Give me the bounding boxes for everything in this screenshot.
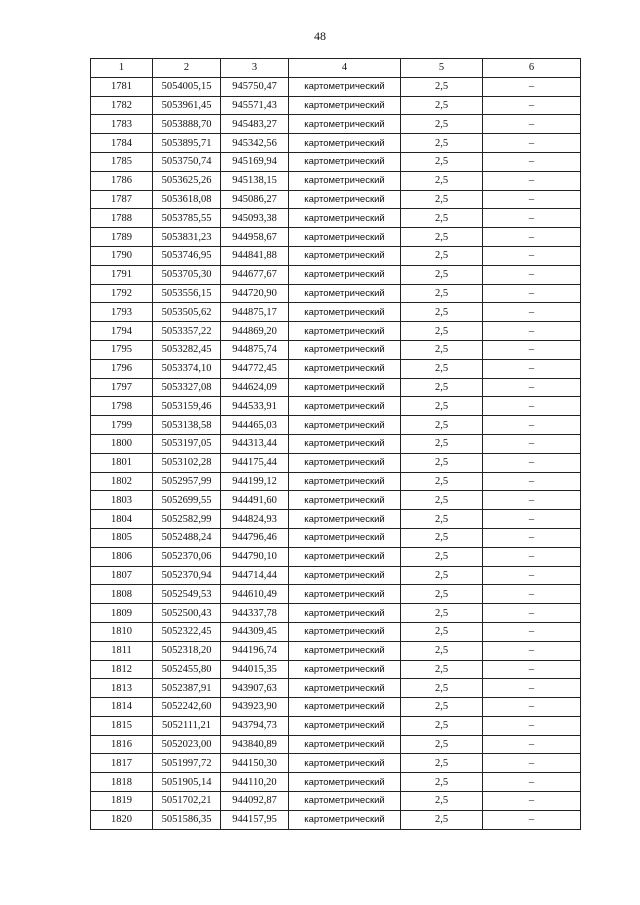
accuracy-cell: 2,5 xyxy=(401,322,483,341)
table-row xyxy=(91,698,581,717)
table-row xyxy=(91,754,581,773)
y-coordinate-cell: 944157,95 xyxy=(221,810,289,829)
method-cell: картометрический xyxy=(289,792,401,811)
x-coordinate-cell: 5053750,74 xyxy=(153,152,221,171)
y-coordinate-cell: 945138,15 xyxy=(221,171,289,190)
note-cell: – xyxy=(483,322,581,341)
method-cell: картометрический xyxy=(289,735,401,754)
y-coordinate-cell: 944092,87 xyxy=(221,792,289,811)
method-cell: картометрический xyxy=(289,754,401,773)
accuracy-cell: 2,5 xyxy=(401,134,483,153)
column-header-2: 2 xyxy=(153,59,221,78)
method-cell: картометрический xyxy=(289,491,401,510)
accuracy-cell: 2,5 xyxy=(401,679,483,698)
x-coordinate-cell: 5052582,99 xyxy=(153,510,221,529)
note-cell: – xyxy=(483,679,581,698)
note-cell: – xyxy=(483,792,581,811)
point-number-cell: 1790 xyxy=(91,246,153,265)
column-header-5: 5 xyxy=(401,59,483,78)
point-number-cell: 1798 xyxy=(91,397,153,416)
note-cell: – xyxy=(483,171,581,190)
column-header-3: 3 xyxy=(221,59,289,78)
note-cell: – xyxy=(483,209,581,228)
x-coordinate-cell: 5052023,00 xyxy=(153,735,221,754)
method-cell: картометрический xyxy=(289,641,401,660)
method-cell: картометрический xyxy=(289,528,401,547)
note-cell: – xyxy=(483,735,581,754)
y-coordinate-cell: 945483,27 xyxy=(221,115,289,134)
accuracy-cell: 2,5 xyxy=(401,171,483,190)
coordinates-table xyxy=(90,58,581,830)
y-coordinate-cell: 944772,45 xyxy=(221,359,289,378)
x-coordinate-cell: 5053327,08 xyxy=(153,378,221,397)
accuracy-cell: 2,5 xyxy=(401,246,483,265)
x-coordinate-cell: 5053618,08 xyxy=(153,190,221,209)
x-coordinate-cell: 5052111,21 xyxy=(153,716,221,735)
table-row xyxy=(91,585,581,604)
x-coordinate-cell: 5052488,24 xyxy=(153,528,221,547)
method-cell: картометрический xyxy=(289,698,401,717)
y-coordinate-cell: 944175,44 xyxy=(221,453,289,472)
note-cell: – xyxy=(483,472,581,491)
column-header-4: 4 xyxy=(289,59,401,78)
method-cell: картометрический xyxy=(289,340,401,359)
point-number-cell: 1812 xyxy=(91,660,153,679)
note-cell: – xyxy=(483,810,581,829)
table-row xyxy=(91,679,581,698)
y-coordinate-cell: 944015,35 xyxy=(221,660,289,679)
table-row xyxy=(91,660,581,679)
method-cell: картометрический xyxy=(289,246,401,265)
point-number-cell: 1802 xyxy=(91,472,153,491)
y-coordinate-cell: 944677,67 xyxy=(221,265,289,284)
method-cell: картометрический xyxy=(289,209,401,228)
y-coordinate-cell: 944309,45 xyxy=(221,622,289,641)
accuracy-cell: 2,5 xyxy=(401,510,483,529)
point-number-cell: 1788 xyxy=(91,209,153,228)
y-coordinate-cell: 944796,46 xyxy=(221,528,289,547)
x-coordinate-cell: 5053625,26 xyxy=(153,171,221,190)
accuracy-cell: 2,5 xyxy=(401,416,483,435)
table-row xyxy=(91,792,581,811)
x-coordinate-cell: 5052318,20 xyxy=(153,641,221,660)
accuracy-cell: 2,5 xyxy=(401,359,483,378)
x-coordinate-cell: 5052370,94 xyxy=(153,566,221,585)
y-coordinate-cell: 943923,90 xyxy=(221,698,289,717)
x-coordinate-cell: 5051586,35 xyxy=(153,810,221,829)
y-coordinate-cell: 944875,17 xyxy=(221,303,289,322)
accuracy-cell: 2,5 xyxy=(401,792,483,811)
x-coordinate-cell: 5053888,70 xyxy=(153,115,221,134)
point-number-cell: 1813 xyxy=(91,679,153,698)
table-row xyxy=(91,284,581,303)
note-cell: – xyxy=(483,773,581,792)
y-coordinate-cell: 945093,38 xyxy=(221,209,289,228)
table-row xyxy=(91,265,581,284)
note-cell: – xyxy=(483,77,581,96)
table-row xyxy=(91,453,581,472)
table-header xyxy=(91,59,581,78)
x-coordinate-cell: 5053282,45 xyxy=(153,340,221,359)
table-row xyxy=(91,152,581,171)
note-cell: – xyxy=(483,698,581,717)
point-number-cell: 1817 xyxy=(91,754,153,773)
y-coordinate-cell: 943907,63 xyxy=(221,679,289,698)
accuracy-cell: 2,5 xyxy=(401,303,483,322)
x-coordinate-cell: 5053505,62 xyxy=(153,303,221,322)
y-coordinate-cell: 944196,74 xyxy=(221,641,289,660)
y-coordinate-cell: 944199,12 xyxy=(221,472,289,491)
table-row xyxy=(91,416,581,435)
note-cell: – xyxy=(483,265,581,284)
y-coordinate-cell: 944841,88 xyxy=(221,246,289,265)
accuracy-cell: 2,5 xyxy=(401,397,483,416)
x-coordinate-cell: 5052957,99 xyxy=(153,472,221,491)
x-coordinate-cell: 5051905,14 xyxy=(153,773,221,792)
method-cell: картометрический xyxy=(289,810,401,829)
table-row xyxy=(91,528,581,547)
page-number: 48 xyxy=(314,29,326,43)
table-row xyxy=(91,246,581,265)
x-coordinate-cell: 5054005,15 xyxy=(153,77,221,96)
x-coordinate-cell: 5053705,30 xyxy=(153,265,221,284)
x-coordinate-cell: 5052455,80 xyxy=(153,660,221,679)
point-number-cell: 1793 xyxy=(91,303,153,322)
y-coordinate-cell: 945169,94 xyxy=(221,152,289,171)
method-cell: картометрический xyxy=(289,359,401,378)
x-coordinate-cell: 5053785,55 xyxy=(153,209,221,228)
table-row xyxy=(91,96,581,115)
x-coordinate-cell: 5053102,28 xyxy=(153,453,221,472)
table-row xyxy=(91,622,581,641)
note-cell: – xyxy=(483,303,581,322)
x-coordinate-cell: 5052699,55 xyxy=(153,491,221,510)
accuracy-cell: 2,5 xyxy=(401,434,483,453)
accuracy-cell: 2,5 xyxy=(401,378,483,397)
accuracy-cell: 2,5 xyxy=(401,77,483,96)
point-number-cell: 1789 xyxy=(91,228,153,247)
point-number-cell: 1814 xyxy=(91,698,153,717)
point-number-cell: 1803 xyxy=(91,491,153,510)
note-cell: – xyxy=(483,453,581,472)
accuracy-cell: 2,5 xyxy=(401,453,483,472)
accuracy-cell: 2,5 xyxy=(401,340,483,359)
column-header-1: 1 xyxy=(91,59,153,78)
method-cell: картометрический xyxy=(289,472,401,491)
point-number-cell: 1815 xyxy=(91,716,153,735)
note-cell: – xyxy=(483,566,581,585)
accuracy-cell: 2,5 xyxy=(401,491,483,510)
method-cell: картометрический xyxy=(289,96,401,115)
table-row xyxy=(91,397,581,416)
note-cell: – xyxy=(483,585,581,604)
accuracy-cell: 2,5 xyxy=(401,585,483,604)
table-row xyxy=(91,735,581,754)
table-row xyxy=(91,77,581,96)
table-row xyxy=(91,491,581,510)
x-coordinate-cell: 5052387,91 xyxy=(153,679,221,698)
y-coordinate-cell: 945750,47 xyxy=(221,77,289,96)
table-row xyxy=(91,641,581,660)
note-cell: – xyxy=(483,604,581,623)
note-cell: – xyxy=(483,397,581,416)
y-coordinate-cell: 943840,89 xyxy=(221,735,289,754)
y-coordinate-cell: 944958,67 xyxy=(221,228,289,247)
y-coordinate-cell: 944337,78 xyxy=(221,604,289,623)
method-cell: картометрический xyxy=(289,171,401,190)
table-row xyxy=(91,209,581,228)
method-cell: картометрический xyxy=(289,77,401,96)
x-coordinate-cell: 5052500,43 xyxy=(153,604,221,623)
method-cell: картометрический xyxy=(289,679,401,698)
point-number-cell: 1801 xyxy=(91,453,153,472)
method-cell: картометрический xyxy=(289,547,401,566)
accuracy-cell: 2,5 xyxy=(401,773,483,792)
accuracy-cell: 2,5 xyxy=(401,735,483,754)
x-coordinate-cell: 5053138,58 xyxy=(153,416,221,435)
x-coordinate-cell: 5053374,10 xyxy=(153,359,221,378)
x-coordinate-cell: 5053961,45 xyxy=(153,96,221,115)
method-cell: картометрический xyxy=(289,284,401,303)
method-cell: картометрический xyxy=(289,716,401,735)
accuracy-cell: 2,5 xyxy=(401,604,483,623)
accuracy-cell: 2,5 xyxy=(401,190,483,209)
y-coordinate-cell: 944875,74 xyxy=(221,340,289,359)
method-cell: картометрический xyxy=(289,604,401,623)
point-number-cell: 1782 xyxy=(91,96,153,115)
method-cell: картометрический xyxy=(289,773,401,792)
table-row xyxy=(91,190,581,209)
accuracy-cell: 2,5 xyxy=(401,660,483,679)
x-coordinate-cell: 5051702,21 xyxy=(153,792,221,811)
method-cell: картометрический xyxy=(289,453,401,472)
x-coordinate-cell: 5053746,95 xyxy=(153,246,221,265)
method-cell: картометрический xyxy=(289,134,401,153)
x-coordinate-cell: 5052242,60 xyxy=(153,698,221,717)
accuracy-cell: 2,5 xyxy=(401,698,483,717)
note-cell: – xyxy=(483,284,581,303)
x-coordinate-cell: 5053556,15 xyxy=(153,284,221,303)
point-number-cell: 1804 xyxy=(91,510,153,529)
note-cell: – xyxy=(483,660,581,679)
table-row xyxy=(91,547,581,566)
y-coordinate-cell: 944491,60 xyxy=(221,491,289,510)
column-header-6: 6 xyxy=(483,59,581,78)
y-coordinate-cell: 944610,49 xyxy=(221,585,289,604)
method-cell: картометрический xyxy=(289,510,401,529)
table-row xyxy=(91,434,581,453)
table-row xyxy=(91,773,581,792)
method-cell: картометрический xyxy=(289,115,401,134)
table-row xyxy=(91,604,581,623)
accuracy-cell: 2,5 xyxy=(401,641,483,660)
table-row xyxy=(91,378,581,397)
table-body xyxy=(91,77,581,829)
point-number-cell: 1816 xyxy=(91,735,153,754)
x-coordinate-cell: 5053159,46 xyxy=(153,397,221,416)
x-coordinate-cell: 5053197,05 xyxy=(153,434,221,453)
note-cell: – xyxy=(483,190,581,209)
y-coordinate-cell: 944720,90 xyxy=(221,284,289,303)
y-coordinate-cell: 944714,44 xyxy=(221,566,289,585)
table-row xyxy=(91,472,581,491)
table-row xyxy=(91,303,581,322)
note-cell: – xyxy=(483,434,581,453)
y-coordinate-cell: 944533,91 xyxy=(221,397,289,416)
point-number-cell: 1805 xyxy=(91,528,153,547)
point-number-cell: 1800 xyxy=(91,434,153,453)
note-cell: – xyxy=(483,547,581,566)
note-cell: – xyxy=(483,491,581,510)
note-cell: – xyxy=(483,246,581,265)
note-cell: – xyxy=(483,528,581,547)
point-number-cell: 1807 xyxy=(91,566,153,585)
accuracy-cell: 2,5 xyxy=(401,152,483,171)
header-row xyxy=(91,59,581,78)
point-number-cell: 1809 xyxy=(91,604,153,623)
note-cell: – xyxy=(483,416,581,435)
x-coordinate-cell: 5053895,71 xyxy=(153,134,221,153)
accuracy-cell: 2,5 xyxy=(401,115,483,134)
point-number-cell: 1818 xyxy=(91,773,153,792)
y-coordinate-cell: 945342,56 xyxy=(221,134,289,153)
method-cell: картометрический xyxy=(289,416,401,435)
method-cell: картометрический xyxy=(289,228,401,247)
method-cell: картометрический xyxy=(289,660,401,679)
point-number-cell: 1806 xyxy=(91,547,153,566)
table-row xyxy=(91,359,581,378)
note-cell: – xyxy=(483,115,581,134)
x-coordinate-cell: 5052370,06 xyxy=(153,547,221,566)
x-coordinate-cell: 5051997,72 xyxy=(153,754,221,773)
method-cell: картометрический xyxy=(289,322,401,341)
y-coordinate-cell: 943794,73 xyxy=(221,716,289,735)
point-number-cell: 1799 xyxy=(91,416,153,435)
note-cell: – xyxy=(483,359,581,378)
method-cell: картометрический xyxy=(289,622,401,641)
point-number-cell: 1787 xyxy=(91,190,153,209)
table-row xyxy=(91,716,581,735)
point-number-cell: 1811 xyxy=(91,641,153,660)
accuracy-cell: 2,5 xyxy=(401,810,483,829)
point-number-cell: 1795 xyxy=(91,340,153,359)
point-number-cell: 1808 xyxy=(91,585,153,604)
x-coordinate-cell: 5052549,53 xyxy=(153,585,221,604)
accuracy-cell: 2,5 xyxy=(401,528,483,547)
method-cell: картометрический xyxy=(289,190,401,209)
table-row xyxy=(91,228,581,247)
y-coordinate-cell: 944869,20 xyxy=(221,322,289,341)
y-coordinate-cell: 944790,10 xyxy=(221,547,289,566)
accuracy-cell: 2,5 xyxy=(401,754,483,773)
x-coordinate-cell: 5052322,45 xyxy=(153,622,221,641)
point-number-cell: 1794 xyxy=(91,322,153,341)
method-cell: картометрический xyxy=(289,303,401,322)
point-number-cell: 1820 xyxy=(91,810,153,829)
accuracy-cell: 2,5 xyxy=(401,209,483,228)
point-number-cell: 1791 xyxy=(91,265,153,284)
note-cell: – xyxy=(483,340,581,359)
y-coordinate-cell: 945571,43 xyxy=(221,96,289,115)
table-row xyxy=(91,115,581,134)
accuracy-cell: 2,5 xyxy=(401,472,483,491)
accuracy-cell: 2,5 xyxy=(401,566,483,585)
table-row xyxy=(91,510,581,529)
point-number-cell: 1819 xyxy=(91,792,153,811)
point-number-cell: 1810 xyxy=(91,622,153,641)
x-coordinate-cell: 5053831,23 xyxy=(153,228,221,247)
method-cell: картометрический xyxy=(289,585,401,604)
point-number-cell: 1792 xyxy=(91,284,153,303)
table-row xyxy=(91,566,581,585)
table-row xyxy=(91,322,581,341)
note-cell: – xyxy=(483,134,581,153)
note-cell: – xyxy=(483,96,581,115)
point-number-cell: 1785 xyxy=(91,152,153,171)
method-cell: картометрический xyxy=(289,152,401,171)
method-cell: картометрический xyxy=(289,397,401,416)
table-row xyxy=(91,134,581,153)
note-cell: – xyxy=(483,228,581,247)
accuracy-cell: 2,5 xyxy=(401,622,483,641)
note-cell: – xyxy=(483,152,581,171)
note-cell: – xyxy=(483,754,581,773)
note-cell: – xyxy=(483,510,581,529)
accuracy-cell: 2,5 xyxy=(401,547,483,566)
point-number-cell: 1781 xyxy=(91,77,153,96)
point-number-cell: 1796 xyxy=(91,359,153,378)
y-coordinate-cell: 944150,30 xyxy=(221,754,289,773)
table-row xyxy=(91,171,581,190)
note-cell: – xyxy=(483,378,581,397)
y-coordinate-cell: 944465,03 xyxy=(221,416,289,435)
table-row xyxy=(91,810,581,829)
y-coordinate-cell: 944824,93 xyxy=(221,510,289,529)
point-number-cell: 1783 xyxy=(91,115,153,134)
note-cell: – xyxy=(483,641,581,660)
method-cell: картометрический xyxy=(289,434,401,453)
y-coordinate-cell: 944313,44 xyxy=(221,434,289,453)
method-cell: картометрический xyxy=(289,265,401,284)
note-cell: – xyxy=(483,622,581,641)
point-number-cell: 1784 xyxy=(91,134,153,153)
method-cell: картометрический xyxy=(289,378,401,397)
y-coordinate-cell: 945086,27 xyxy=(221,190,289,209)
point-number-cell: 1797 xyxy=(91,378,153,397)
method-cell: картометрический xyxy=(289,566,401,585)
accuracy-cell: 2,5 xyxy=(401,96,483,115)
x-coordinate-cell: 5053357,22 xyxy=(153,322,221,341)
note-cell: – xyxy=(483,716,581,735)
accuracy-cell: 2,5 xyxy=(401,265,483,284)
y-coordinate-cell: 944110,20 xyxy=(221,773,289,792)
accuracy-cell: 2,5 xyxy=(401,228,483,247)
accuracy-cell: 2,5 xyxy=(401,284,483,303)
table-row xyxy=(91,340,581,359)
accuracy-cell: 2,5 xyxy=(401,716,483,735)
point-number-cell: 1786 xyxy=(91,171,153,190)
y-coordinate-cell: 944624,09 xyxy=(221,378,289,397)
